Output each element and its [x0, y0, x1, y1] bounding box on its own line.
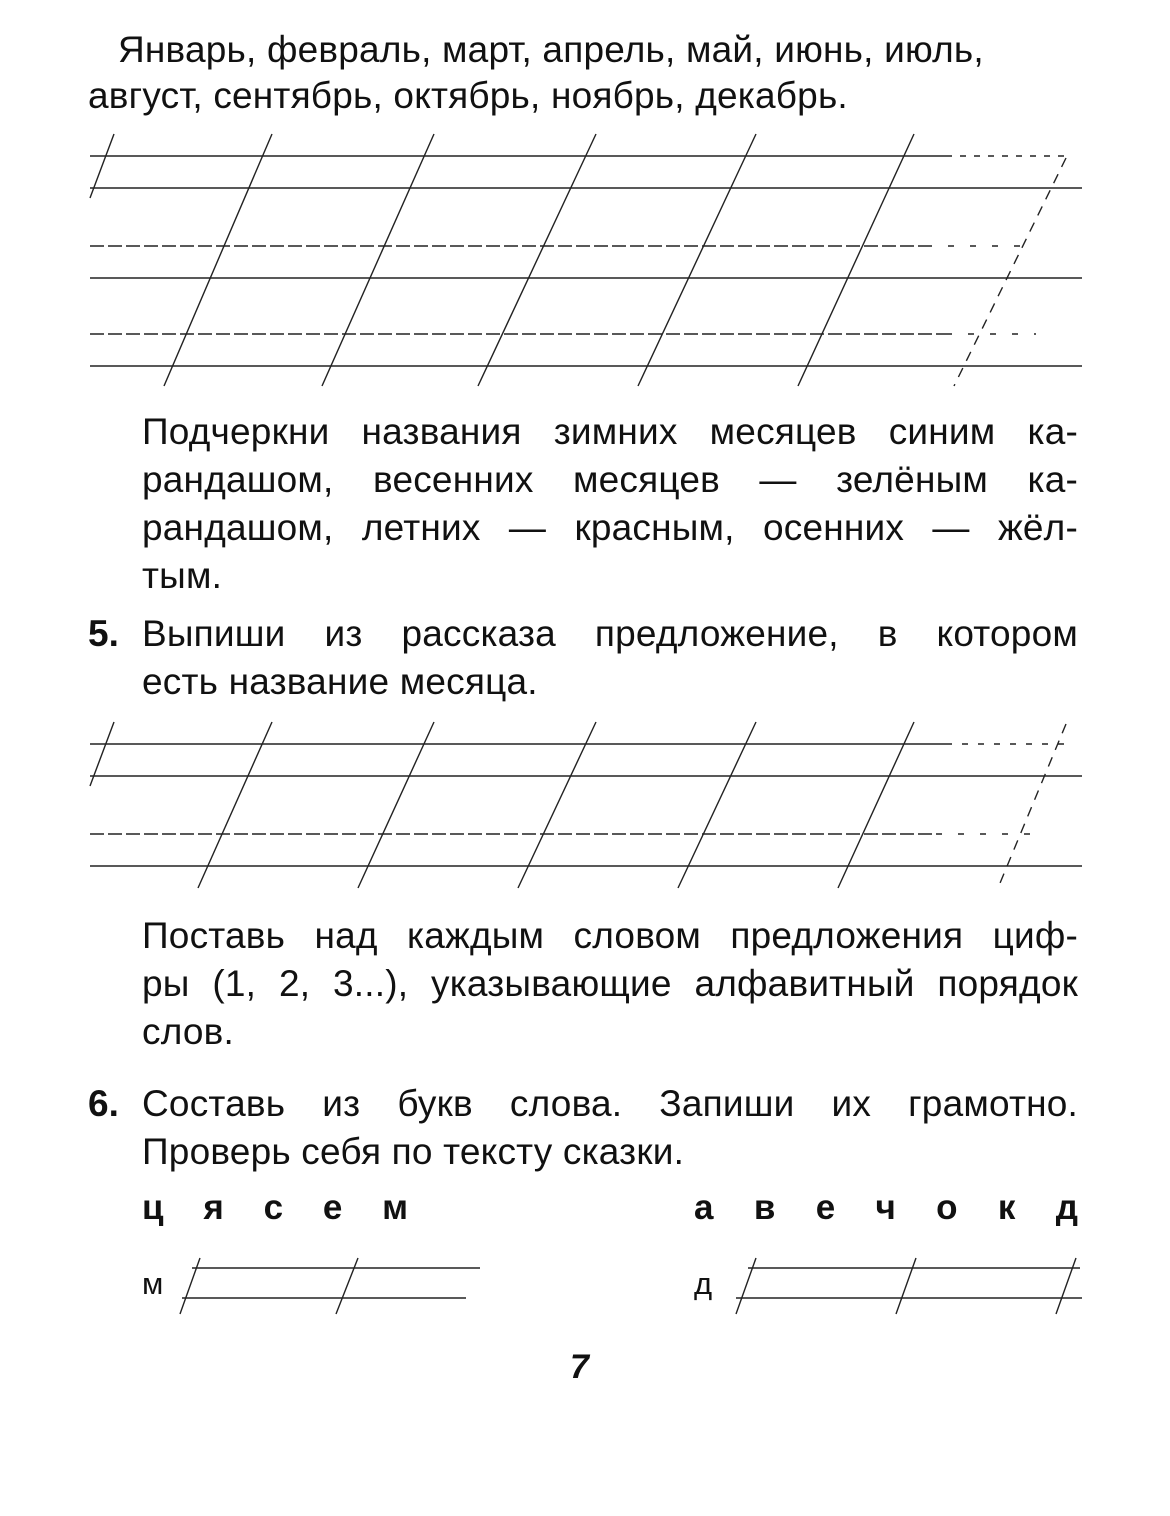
months-line-2: август, сентябрь, октябрь, ноябрь, декабрь.: [88, 75, 848, 116]
word-1-letter: я: [203, 1188, 224, 1227]
word-1-prefix: м: [142, 1266, 164, 1301]
task-6-text: [142, 1080, 1078, 1176]
word-1-letter: ц: [142, 1188, 164, 1227]
task-6-line-1: Составь из букв слова. Запиши их грамотно.: [142, 1083, 1078, 1124]
underline-instruction-line-4: тым.: [142, 555, 223, 596]
word-1-letter: с: [263, 1188, 284, 1227]
word-1-letters: [142, 1188, 408, 1228]
alphabet-order-line-1: Поставь над каждым словом предложения циф-: [142, 915, 1078, 956]
task-5-line-2: есть название месяца.: [142, 661, 538, 702]
word-2-answer-lines[interactable]: [730, 1256, 1086, 1320]
word-2-letters: [694, 1188, 1078, 1228]
word-2-letter: в: [753, 1188, 776, 1227]
underline-instruction-line-2: рандашом, весенних месяцев — зелёным ка-: [142, 459, 1078, 500]
word-2-letter: д: [1055, 1188, 1078, 1227]
word-2-letter: ч: [875, 1188, 896, 1227]
task-6-number: 6.: [88, 1083, 119, 1124]
alphabet-order-instruction: [142, 912, 1078, 1056]
word-2-letter: а: [694, 1188, 714, 1227]
word-2-letter: е: [815, 1188, 836, 1227]
word-1-letter: е: [322, 1188, 343, 1227]
task-5-text: [142, 610, 1078, 706]
alphabet-order-line-3: слов.: [142, 1011, 235, 1052]
underline-instruction: [142, 408, 1078, 600]
underline-instruction-line-1: Подчеркни названия зимних месяцев синим ка-: [142, 411, 1078, 452]
months-line-1: Январь, февраль, март, апрель, май, июнь, июль,: [118, 29, 984, 70]
word-1-letter: м: [382, 1188, 408, 1227]
task-5-line-1: Выпиши из рассказа предложение, в котором: [142, 613, 1078, 654]
handwriting-lines-1[interactable]: [86, 128, 1086, 388]
page-number: 7: [570, 1348, 589, 1386]
task-6-line-2: Проверь себя по тексту сказки.: [142, 1131, 685, 1172]
word-2-letter: о: [936, 1188, 958, 1227]
word-2-letter: к: [997, 1188, 1016, 1227]
handwriting-lines-2[interactable]: [86, 716, 1086, 896]
alphabet-order-line-2: ры (1, 2, 3...), указывающие алфавитный порядок: [142, 963, 1078, 1004]
word-1-answer-lines[interactable]: [176, 1256, 486, 1320]
word-2-prefix: д: [694, 1266, 713, 1301]
underline-instruction-line-3: рандашом, летних — красным, осенних — жёл-: [142, 507, 1078, 548]
task-5-number: 5.: [88, 613, 119, 654]
